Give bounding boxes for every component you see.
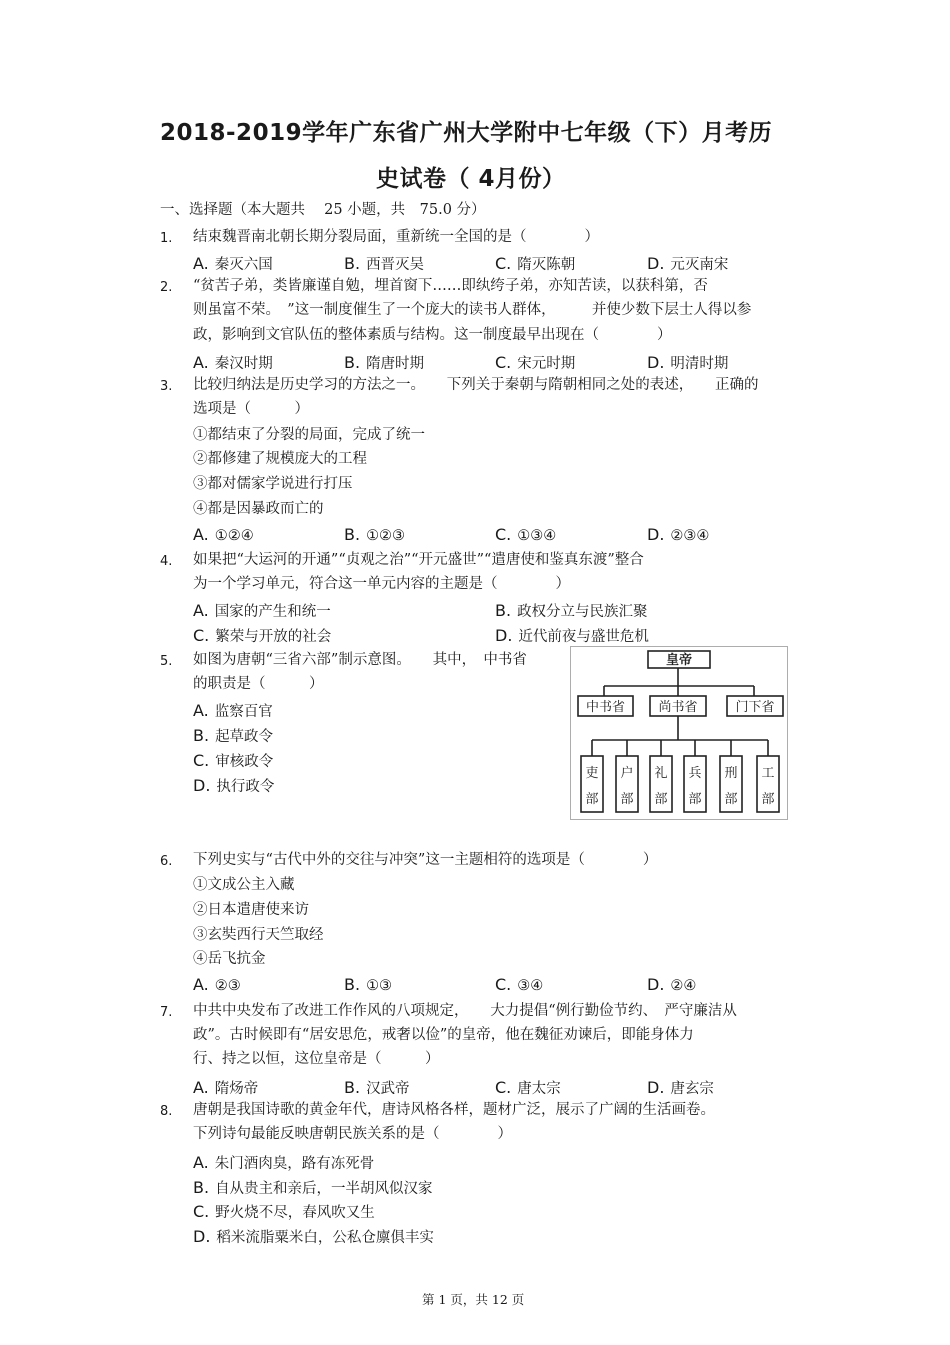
q2-option-a[interactable]	[193, 352, 273, 373]
emperor-label: 皇帝	[665, 653, 693, 668]
q3-number: 3.	[160, 379, 173, 394]
option-letter: C.	[193, 751, 210, 770]
q8-number: 8.	[160, 1104, 173, 1119]
option-letter: A.	[193, 525, 209, 544]
option-text: 稻米流脂粟米白，公私仓廪俱丰实	[216, 1230, 434, 1246]
q8-option-d[interactable]	[193, 1226, 434, 1247]
q3-stem-line1: 比较归纳法是历史学习的方法之一。 下列关于秦朝与隋朝相同之处的表述， 正确的	[193, 377, 759, 393]
option-letter: C.	[193, 1202, 210, 1221]
q1-option-d[interactable]	[647, 253, 728, 274]
option-letter: D.	[647, 254, 665, 273]
q8-stem-line1: 唐朝是我国诗歌的黄金年代，唐诗风格各样，题材广泛，展示了广阔的生活画卷。	[193, 1102, 715, 1118]
secretariat-box	[578, 696, 633, 716]
q3-stem-line2: 选项是（ ）	[193, 401, 309, 417]
option-letter: B.	[344, 353, 361, 372]
option-text: 起草政令	[215, 729, 274, 745]
option-letter: D.	[193, 1227, 211, 1246]
option-text: ①③④	[517, 528, 557, 544]
ministry-rites-box	[650, 756, 672, 812]
q7-option-a[interactable]	[193, 1077, 258, 1098]
option-letter: A.	[193, 1153, 209, 1172]
option-text: 明清时期	[670, 356, 729, 372]
q4-option-c[interactable]	[193, 625, 331, 646]
ministry-personnel-label: 吏部	[585, 766, 599, 807]
q6-statement-3: ③玄奘西行天竺取经	[193, 927, 324, 943]
q8-option-b[interactable]	[193, 1177, 433, 1198]
q3-statement-3: ③都对儒家学说进行打压	[193, 476, 353, 492]
option-text: 西晋灭吴	[366, 257, 425, 273]
option-text: 唐太宗	[517, 1081, 561, 1097]
option-text: 监察百官	[214, 704, 273, 720]
option-text: 执行政令	[216, 779, 275, 795]
option-letter: B.	[344, 525, 361, 544]
q2-stem-line3: 政，影响到文官队伍的整体素质与结构。这一制度最早出现在（ ）	[193, 327, 672, 343]
q1-stem: 结束魏晋南北朝长期分裂局面，重新统一全国的是（ ）	[193, 229, 599, 245]
q5-stem-line1: 如图为唐朝“三省六部”制示意图。 其中， 中书省	[193, 652, 527, 668]
option-letter: D.	[647, 975, 665, 994]
chancellery-label: 门下省	[735, 700, 775, 715]
option-letter: B.	[344, 254, 361, 273]
option-text: ①②④	[214, 528, 254, 544]
option-text: 秦汉时期	[214, 356, 273, 372]
q2-number: 2.	[160, 280, 173, 295]
option-letter: A.	[193, 975, 209, 994]
option-letter: C.	[495, 254, 512, 273]
q7-stem-line2: 政”。古时候即有“居安思危，戒奢以俭”的皇帝，他在魏征劝谏后，即能身体力	[193, 1027, 694, 1043]
q8-option-a[interactable]	[193, 1152, 374, 1173]
q5-option-b[interactable]	[193, 725, 273, 746]
option-text: 审核政令	[215, 754, 274, 770]
option-text: 隋炀帝	[214, 1081, 259, 1097]
q5-number: 5.	[160, 654, 173, 669]
ministry-works-label: 工部	[761, 766, 775, 807]
q4-stem-line2: 为一个学习单元，符合这一单元内容的主题是（ ）	[193, 576, 570, 592]
q1-option-c[interactable]	[495, 253, 575, 274]
q8-option-c[interactable]	[193, 1201, 375, 1222]
page-title-line1: 2018-2019学年广东省广州大学附中七年级（下）月考历	[160, 120, 773, 146]
option-letter: B.	[193, 1178, 210, 1197]
ministry-war-box	[684, 756, 706, 812]
option-text: ①③	[366, 978, 393, 994]
option-letter: B.	[344, 975, 361, 994]
option-text: 国家的产生和统一	[214, 604, 331, 620]
ministry-justice-box	[720, 756, 742, 812]
ministry-revenue-label: 户部	[620, 766, 634, 807]
option-letter: D.	[647, 525, 665, 544]
option-letter: C.	[193, 626, 210, 645]
option-text: ③④	[517, 978, 544, 994]
option-letter: A.	[193, 601, 209, 620]
option-text: 秦灭六国	[214, 257, 273, 273]
section-heading: 一、选择题（本大题共 25 小题，共 75.0 分）	[160, 202, 486, 218]
option-letter: B.	[344, 1078, 361, 1097]
q7-option-b[interactable]	[344, 1077, 410, 1098]
three-departments-six-ministries-diagram	[570, 646, 788, 820]
option-letter: C.	[495, 975, 512, 994]
option-letter: C.	[495, 353, 512, 372]
q6-option-a[interactable]	[193, 975, 241, 994]
option-text: 近代前夜与盛世危机	[518, 629, 649, 645]
q6-option-c[interactable]	[495, 975, 543, 994]
option-text: 政权分立与民族汇聚	[517, 604, 648, 620]
q5-stem-line2: 的职责是（ ）	[193, 676, 324, 692]
q7-stem-line1: 中共中央发布了改进工作作风的八项规定， 大力提倡“例行勤俭节约、 严守廉洁从	[193, 1003, 737, 1019]
emperor-box	[648, 651, 710, 668]
q1-option-a[interactable]	[193, 253, 273, 274]
q3-statement-4: ④都是因暴政而亡的	[193, 501, 324, 517]
ministry-justice-label: 刑部	[724, 766, 738, 807]
option-text: 自从贵主和亲后，一半胡风似汉家	[215, 1181, 433, 1197]
q6-stem: 下列史实与“古代中外的交往与冲突”这一主题相符的选项是（ ）	[193, 852, 658, 868]
q2-option-d[interactable]	[647, 352, 728, 373]
ministry-rites-label: 礼部	[654, 766, 668, 807]
ministry-personnel-box	[581, 756, 603, 812]
option-text: 元灭南宋	[670, 257, 729, 273]
option-text: ②④	[670, 978, 697, 994]
q7-number: 7.	[160, 1005, 173, 1020]
q3-statement-1: ①都结束了分裂的局面，完成了统一	[193, 427, 425, 443]
option-letter: D.	[193, 776, 211, 795]
option-text: 繁荣与开放的社会	[215, 629, 332, 645]
q2-option-c[interactable]	[495, 352, 575, 373]
q1-number: 1.	[160, 231, 173, 246]
q3-option-b[interactable]	[344, 525, 405, 544]
q7-option-c[interactable]	[495, 1077, 561, 1098]
option-letter: C.	[495, 525, 512, 544]
option-text: 野火烧不尽，春风吹又生	[215, 1205, 375, 1221]
q4-stem-line1: 如果把“大运河的开通”“贞观之治”“开元盛世”“遣唐使和鉴真东渡”整合	[193, 552, 644, 568]
q6-statement-1: ①文成公主入藏	[193, 877, 295, 893]
q3-statement-2: ②都修建了规模庞大的工程	[193, 451, 367, 467]
q7-option-d[interactable]	[647, 1077, 714, 1098]
q3-option-a[interactable]	[193, 525, 254, 544]
page-footer: 第 1 页，共 12 页	[422, 1292, 525, 1307]
ministry-war-label: 兵部	[688, 766, 702, 807]
q8-stem-line2: 下列诗句最能反映唐朝民族关系的是（ ）	[193, 1126, 512, 1142]
q5-option-a[interactable]	[193, 700, 273, 721]
option-letter: D.	[647, 353, 665, 372]
option-text: 宋元时期	[517, 356, 576, 372]
q7-stem-line3: 行、持之以恒，这位皇帝是（ ）	[193, 1051, 440, 1067]
option-letter: A.	[193, 254, 209, 273]
q5-option-c[interactable]	[193, 750, 273, 771]
option-text: 汉武帝	[366, 1081, 410, 1097]
option-letter: A.	[193, 701, 209, 720]
secretariat-label: 中书省	[585, 700, 626, 715]
option-text: 隋唐时期	[366, 356, 425, 372]
option-text: ②③	[214, 978, 241, 994]
option-letter: D.	[495, 626, 513, 645]
q4-number: 4.	[160, 554, 173, 569]
q6-number: 6.	[160, 854, 173, 869]
q4-option-d[interactable]	[495, 625, 649, 646]
option-letter: B.	[495, 601, 512, 620]
q1-option-b[interactable]	[344, 253, 424, 274]
q3-option-c[interactable]	[495, 525, 556, 544]
q4-option-a[interactable]	[193, 600, 331, 621]
chancellery-box	[727, 696, 783, 716]
ministry-works-box	[757, 756, 779, 812]
option-text: ②③④	[670, 528, 710, 544]
q6-option-d[interactable]	[647, 975, 696, 994]
option-text: 隋灭陈朝	[517, 257, 576, 273]
q6-statement-4: ④岳飞抗金	[193, 951, 266, 967]
option-letter: D.	[647, 1078, 665, 1097]
option-letter: A.	[193, 1078, 209, 1097]
department-of-state-label: 尚书省	[658, 700, 698, 715]
option-letter: B.	[193, 726, 210, 745]
q2-stem-line1: “贫苦子弟，类皆廉谨自勉，埋首窗下……即纨绔子弟，亦知苦读，以获科第，否	[193, 278, 708, 294]
option-text: 唐玄宗	[670, 1081, 714, 1097]
ministry-revenue-box	[616, 756, 638, 812]
q6-statement-2: ②日本遣唐使来访	[193, 902, 309, 918]
q5-option-d[interactable]	[193, 775, 274, 796]
option-letter: C.	[495, 1078, 512, 1097]
page-title-line2: 史试卷（ 4月份）	[376, 166, 566, 192]
q2-option-b[interactable]	[344, 352, 424, 373]
q4-option-b[interactable]	[495, 600, 648, 621]
q2-stem-line2: 则虽富不荣。 ”这一制度催生了一个庞大的读书人群体， 并使少数下层士人得以参	[193, 302, 752, 318]
q6-option-b[interactable]	[344, 975, 392, 994]
option-text: 朱门酒肉臭，路有冻死骨	[214, 1156, 375, 1172]
q3-option-d[interactable]	[647, 525, 709, 544]
option-letter: A.	[193, 353, 209, 372]
department-of-state-box	[650, 696, 706, 716]
option-text: ①②③	[366, 528, 406, 544]
